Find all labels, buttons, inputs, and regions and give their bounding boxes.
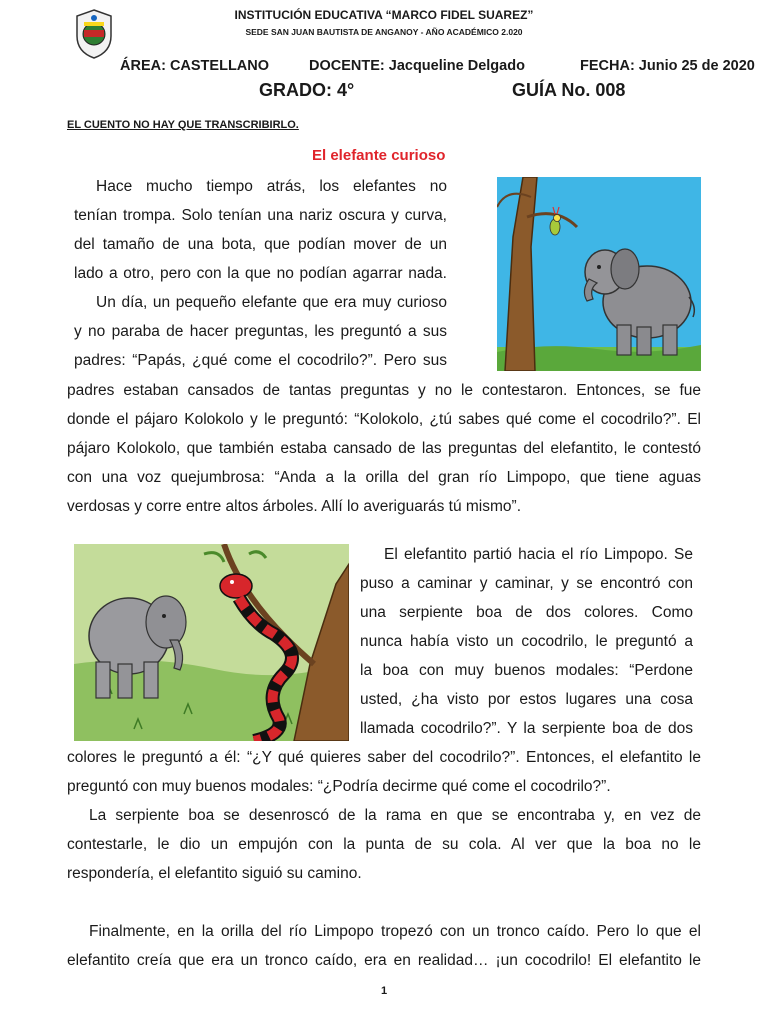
instruction-note: EL CUENTO NO HAY QUE TRANSCRIBIRLO. — [67, 119, 299, 131]
paragraph-block-4 — [67, 743, 701, 801]
text-line: El elefantito partió hacia el río Limpopo. Se — [384, 546, 693, 563]
text-line: preguntó con muy buenos modales: “¿Podría decirme qué come el cocodrilo?”. — [67, 778, 611, 795]
text-line: una serpiente boa de dos colores. Como — [360, 604, 693, 621]
text-line: puso a caminar y caminar, y se encontró con — [360, 575, 693, 592]
text-line: respondería, el elefantito siguió su camino. — [67, 865, 362, 882]
text-line: Un día, un pequeño elefante que era muy curioso — [96, 294, 447, 311]
text-line: colores le preguntó a él: “¿Y qué quieres saber del cocodrilo?”. Entonces, el elefantito le — [67, 749, 701, 766]
text-line: del tamaño de una bota, que podían mover de un — [74, 236, 447, 253]
text-line: llamada cocodrilo?”. Y la serpiente boa de dos — [360, 720, 693, 737]
fecha-label: FECHA: Junio 25 de 2020 — [580, 58, 755, 74]
text-line: donde el pájaro Kolokolo y le preguntó: “Kolokolo, ¿tú sabes qué come el cocodrilo?”. El — [67, 411, 701, 428]
text-line: con una voz quejumbrosa: “Anda a la orilla del gran río Limpopo, que tiene aguas — [67, 469, 701, 486]
paragraph-block-1 — [74, 172, 447, 375]
page-number: 1 — [380, 985, 388, 997]
text-line: padres estaban cansados de tantas preguntas y no le contestaron. Entonces, se fue — [67, 382, 701, 399]
text-line: nunca había visto un cocodrilo, le preguntó a — [360, 633, 693, 650]
institution-name: INSTITUCIÓN EDUCATIVA “MARCO FIDEL SUAREZ” — [234, 8, 534, 22]
elephant-and-snake-illustration — [74, 544, 349, 741]
paragraph-block-5 — [67, 801, 701, 888]
sede-line: SEDE SAN JUAN BAUTISTA DE ANGANOY - AÑO ACADÉMICO 2.020 — [245, 27, 523, 37]
docente-label: DOCENTE: Jacqueline Delgado — [309, 58, 525, 74]
paragraph-block-6 — [67, 917, 701, 975]
text-line: Finalmente, en la orilla del río Limpopo tropezó con un tronco caído. Pero lo que el — [89, 923, 701, 940]
area-label: ÁREA: CASTELLANO — [120, 58, 270, 74]
paragraph-block-2 — [67, 376, 701, 521]
text-line: verdosas y corre entre altos árboles. Allí lo averiguarás tú mismo”. — [67, 498, 521, 515]
paragraph-block-3 — [360, 540, 693, 743]
text-line: Hace mucho tiempo atrás, los elefantes no — [96, 178, 447, 195]
text-line: usted, ¿ha visto por estos lugares una cosa — [360, 691, 693, 708]
story-title: El elefante curioso — [312, 147, 446, 164]
text-line: La serpiente boa se desenroscó de la rama en que se encontraba y, en vez de — [89, 807, 701, 824]
text-line: elefantito creía que era un tronco caído, era en realidad… ¡un cocodrilo! El elefantito le — [67, 952, 701, 969]
grado-label: GRADO: 4° — [259, 80, 355, 100]
text-line: la boa con muy buenos modales: “Perdone — [360, 662, 693, 679]
text-line: padres: “Papás, ¿qué come el cocodrilo?”. Pero sus — [74, 352, 447, 369]
text-line: pájaro Kolokolo, que también estaba cansado de las preguntas del elefantito, le contestó — [67, 440, 701, 457]
text-line: y no paraba de hacer preguntas, les preguntó a sus — [74, 323, 447, 340]
elephant-and-bird-illustration — [497, 177, 701, 371]
text-line: tenían trompa. Solo tenían una nariz oscura y curva, — [74, 207, 447, 224]
guia-label: GUÍA No. 008 — [512, 80, 626, 100]
text-line: lado a otro, pero con la que no podían agarrar nada. — [74, 265, 447, 282]
text-line: contestarle, le dio un empujón con la punta de su cola. Al ver que la boa no le — [67, 836, 701, 853]
